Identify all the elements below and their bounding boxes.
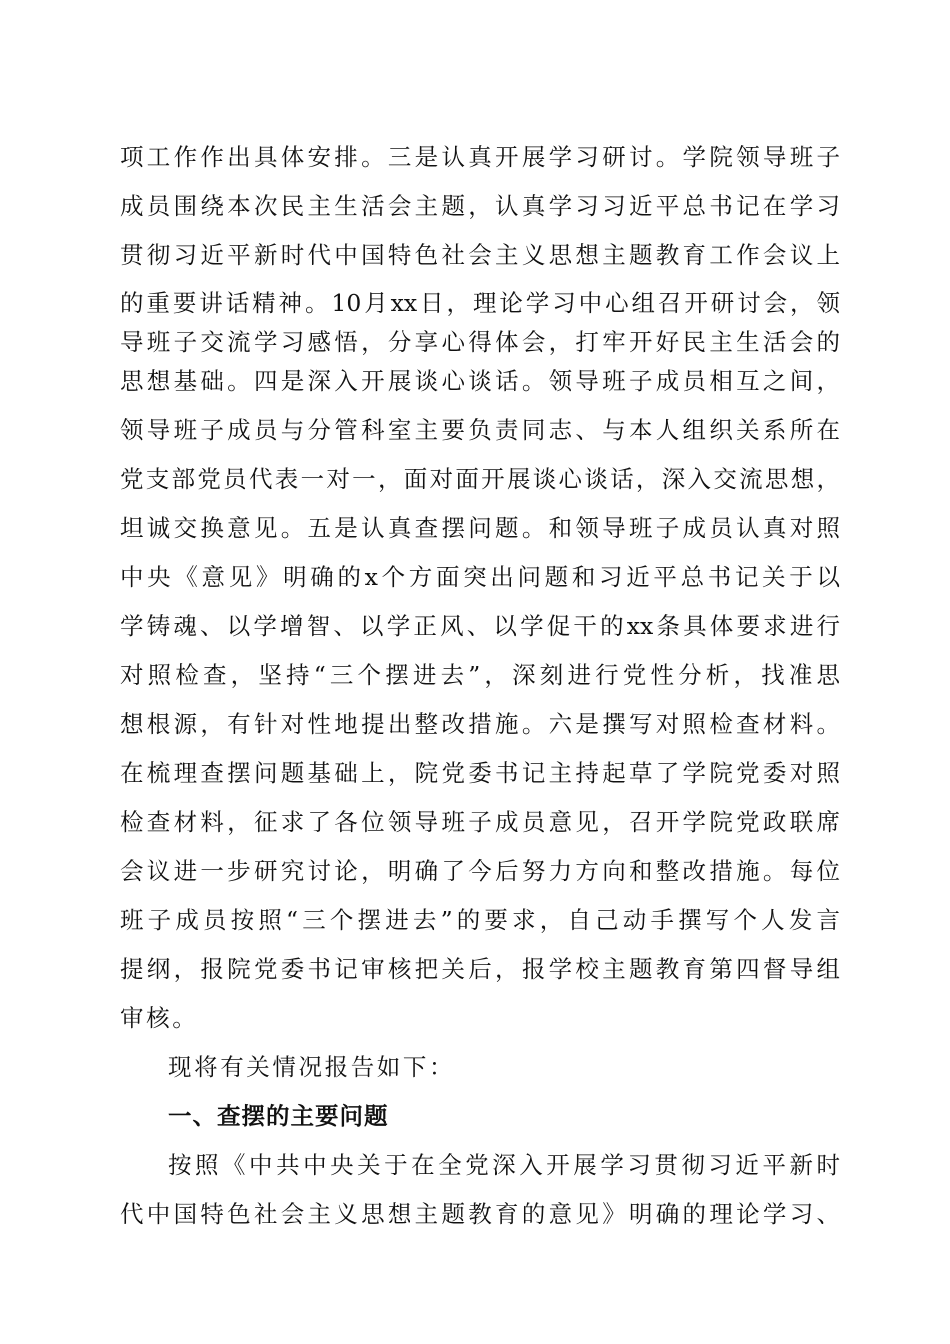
body-line-13: 想根源，有针对性地提出整改措施。六是撰写对照检查材料。 (120, 710, 840, 738)
body-line-8: 党支部党员代表一对一，面对面开展谈心谈话，深入交流思想， (120, 465, 840, 493)
body-line-5: 导班子交流学习感悟，分享心得体会，打牢开好民主生活会的 (120, 328, 840, 356)
body-line-11: 学铸魂、以学增智、以学正风、以学促干的xx条具体要求进行 (120, 612, 840, 640)
body-line-16: 会议进一步研究讨论，明确了今后努力方向和整改措施。每位 (120, 857, 840, 885)
body-line-1: 项工作作出具体安排。三是认真开展学习研讨。学院领导班子 (120, 143, 840, 171)
body-line-9: 坦诚交换意见。五是认真查摆问题。和领导班子成员认真对照 (120, 514, 840, 542)
section-heading: 一、查摆的主要问题 (168, 1102, 389, 1130)
body-line-19: 审核。 (120, 1004, 199, 1032)
body-line-6: 思想基础。四是深入开展谈心谈话。领导班子成员相互之间， (120, 367, 840, 395)
body-line-10: 中央《意见》明确的x个方面突出问题和习近平总书记关于以 (120, 563, 840, 591)
body-line-3: 贯彻习近平新时代中国特色社会主义思想主题教育工作会议上 (120, 241, 840, 269)
body-line-14: 在梳理查摆问题基础上，院党委书记主持起草了学院党委对照 (120, 759, 840, 787)
body-line-17: 班子成员按照“三个摆进去”的要求，自己动手撰写个人发言 (120, 906, 840, 934)
section-line-1: 按照《中共中央关于在全党深入开展学习贯彻习近平新时 (168, 1151, 840, 1179)
body-line-7: 领导班子成员与分管科室主要负责同志、与本人组织关系所在 (120, 416, 840, 444)
body-line-18: 提纲，报院党委书记审核把关后，报学校主题教育第四督导组 (120, 955, 840, 983)
report-intro: 现将有关情况报告如下： (168, 1053, 456, 1081)
body-line-4: 的重要讲话精神。10月xx日，理论学习中心组召开研讨会，领 (120, 289, 840, 317)
body-line-2: 成员围绕本次民主生活会主题，认真学习习近平总书记在学习 (120, 192, 840, 220)
body-line-12: 对照检查，坚持“三个摆进去”，深刻进行党性分析，找准思 (120, 661, 840, 689)
body-line-15: 检查材料，征求了各位领导班子成员意见，召开学院党政联席 (120, 808, 840, 836)
section-line-2: 代中国特色社会主义思想主题教育的意见》明确的理论学习、 (120, 1200, 840, 1228)
